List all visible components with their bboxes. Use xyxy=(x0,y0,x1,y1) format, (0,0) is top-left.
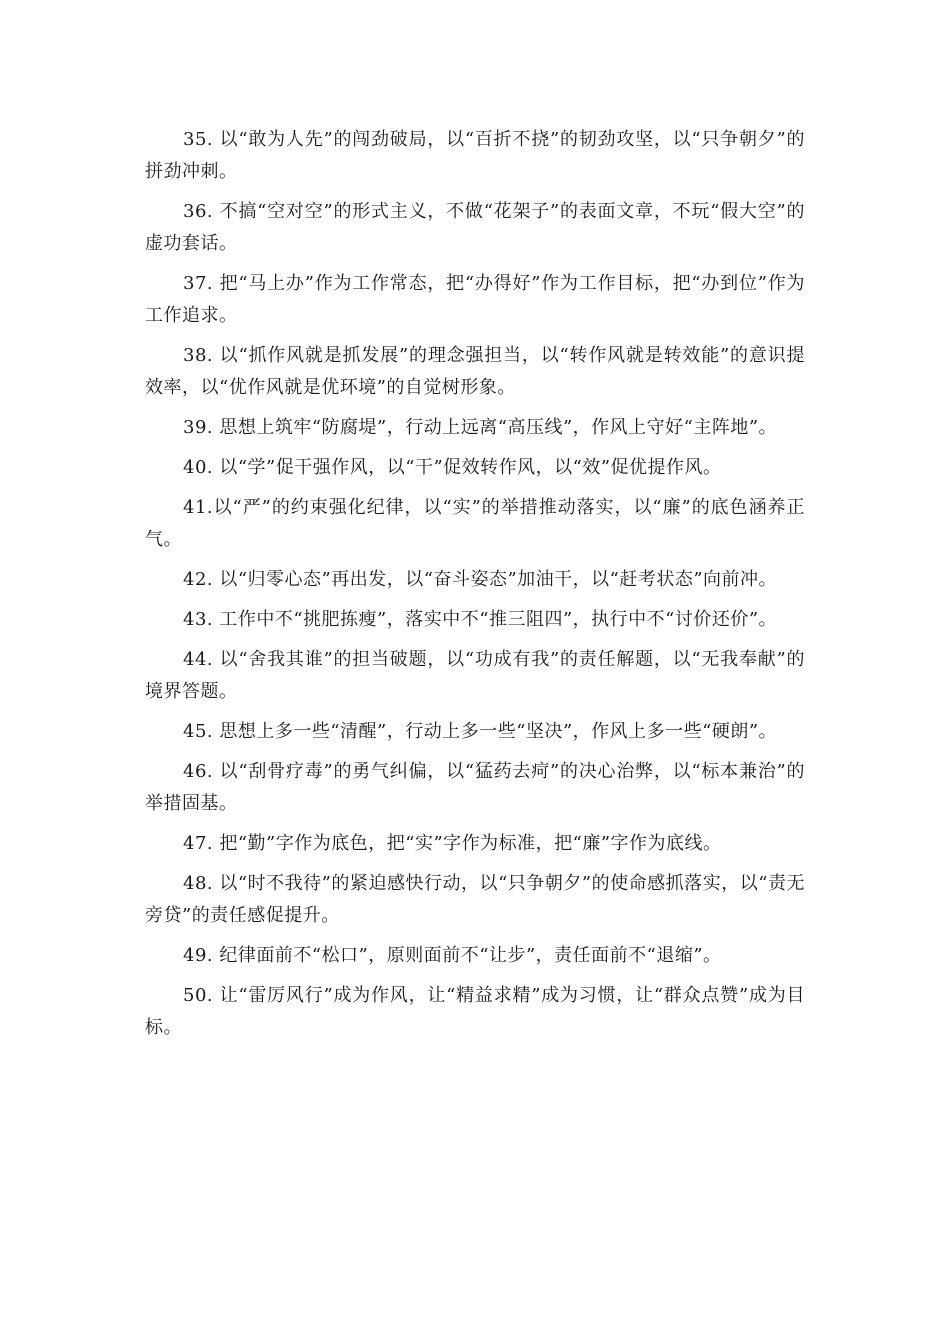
list-item: 36. 不搞“空对空”的形式主义，不做“花架子”的表面文章，不玩“假大空”的虚功套话。 xyxy=(145,201,805,254)
list-item: 38. 以“抓作风就是抓发展”的理念强担当，以“转作风就是转效能”的意识提效率，以“优作风就是优环境”的自觉树形象。 xyxy=(145,345,805,398)
list-item: 40. 以“学”促干强作风，以“干”促效转作风，以“效”促优提作风。 xyxy=(183,457,722,478)
document-page xyxy=(145,124,805,1052)
list-item: 43. 工作中不“挑肥拣瘦”，落实中不“推三阻四”，执行中不“讨价还价”。 xyxy=(183,609,778,630)
list-item: 46. 以“刮骨疗毒”的勇气纠偏，以“猛药去疴”的决心治弊，以“标本兼治”的举措固基。 xyxy=(145,761,805,814)
list-item: 35. 以“敢为人先”的闯劲破局，以“百折不挠”的韧劲攻坚，以“只争朝夕”的拼劲冲刺。 xyxy=(145,129,805,182)
list-item: 50. 让“雷厉风行”成为作风，让“精益求精”成为习惯，让“群众点赞”成为目标。 xyxy=(145,985,805,1038)
list-item: 44. 以“舍我其谁”的担当破题，以“功成有我”的责任解题，以“无我奉献”的境界答题。 xyxy=(145,649,805,702)
list-item: 49. 纪律面前不“松口”，原则面前不“让步”，责任面前不“退缩”。 xyxy=(183,945,722,966)
list-item: 39. 思想上筑牢“防腐堤”，行动上远离“高压线”，作风上守好“主阵地”。 xyxy=(183,417,778,438)
list-item: 48. 以“时不我待”的紧迫感快行动，以“只争朝夕”的使命感抓落实，以“责无旁贷”的责任感促提升。 xyxy=(145,873,805,926)
list-item: 47. 把“勤”字作为底色，把“实”字作为标准，把“廉”字作为底线。 xyxy=(183,833,722,854)
list-item: 42. 以“归零心态”再出发，以“奋斗姿态”加油干，以“赶考状态”向前冲。 xyxy=(183,569,778,590)
list-item: 45. 思想上多一些“清醒”，行动上多一些“坚决”，作风上多一些“硬朗”。 xyxy=(183,721,778,742)
list-item: 37. 把“马上办”作为工作常态，把“办得好”作为工作目标，把“办到位”作为工作追求。 xyxy=(145,273,805,326)
list-item: 41.以“严”的约束强化纪律，以“实”的举措推动落实，以“廉”的底色涵养正气。 xyxy=(145,497,805,550)
